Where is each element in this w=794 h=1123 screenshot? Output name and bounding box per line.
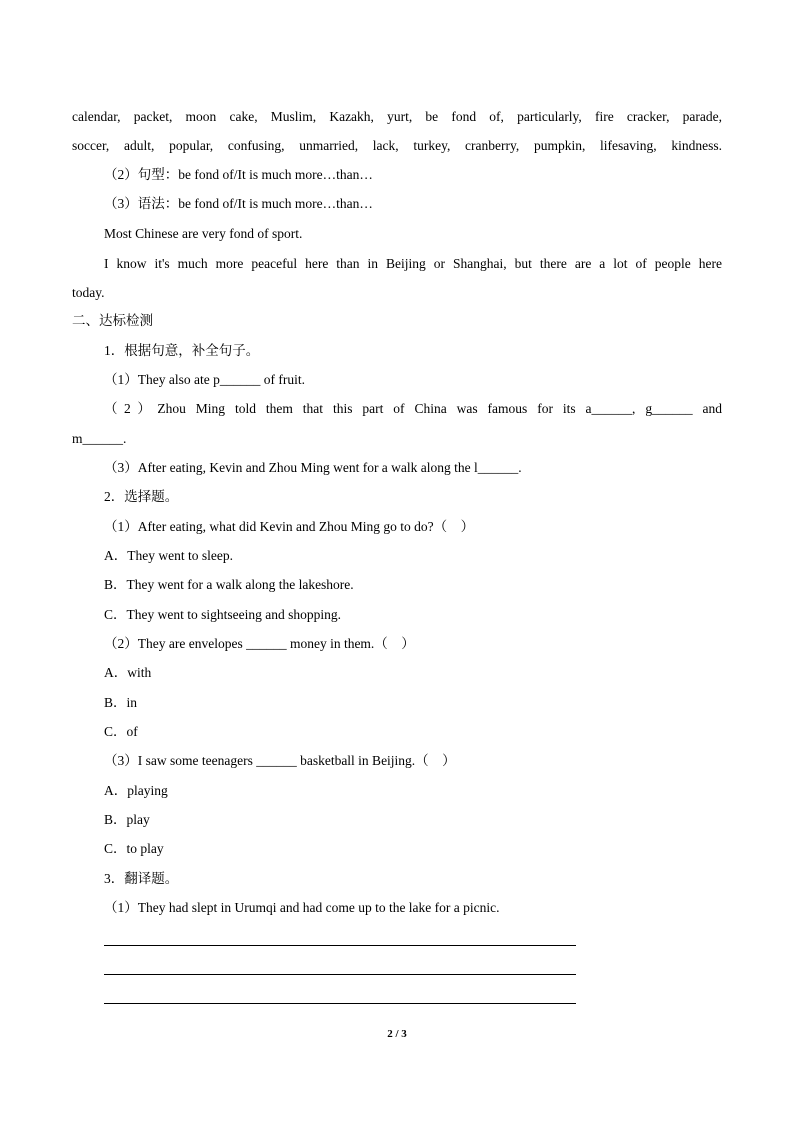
question-2-item-1-option-b: B．They went for a walk along the lakeshore. [104,577,354,592]
question-3-item-1: （1）They had slept in Urumqi and had come up to the lake for a picnic. [104,900,500,915]
question-2-item-2-option-a: A．with [104,665,152,680]
question-2-item-2-option-c: C．of [104,724,138,739]
question-2-item-1-option-c: C．They went to sightseeing and shopping. [104,607,341,622]
question-3-title: 3．翻译题。 [104,871,179,886]
question-2-item-1: （1）After eating, what did Kevin and Zhou Ming go to do?（ ） [104,519,475,534]
question-2-title: 2．选择题。 [104,489,179,504]
sentence-patterns: （2）句型：be fond of/It is much more…than… [104,167,373,182]
example-sentence-1: Most Chinese are very fond of sport. [104,226,303,241]
question-2-item-1-option-a: A．They went to sleep. [104,548,233,563]
section-title: 二、达标检测 [72,313,153,329]
vocab-line-2: soccer, adult, popular, confusing, unmarried, lack, turkey, cranberry, pumpkin, lifesaving, kindness. [72,138,722,153]
question-1-item-1: （1）They also ate p______ of fruit. [104,372,305,387]
question-2-item-2: （2）They are envelopes ______ money in them.（ ） [104,636,415,651]
question-2-item-3-option-a: A．playing [104,783,168,798]
answer-line[interactable] [104,974,576,975]
example-sentence-2-line-2: today. [72,285,105,300]
question-2-item-2-option-b: B．in [104,695,138,710]
question-1-title: 1．根据句意，补全句子。 [104,343,260,358]
vocab-line-1: calendar, packet, moon cake, Muslim, Kazakh, yurt, be fond of, particularly, fire cracker, parade, [72,109,722,124]
question-2-item-3-option-b: B．play [104,812,150,827]
grammar-line: （3）语法：be fond of/It is much more…than… [104,196,373,211]
question-2-item-3: （3）I saw some teenagers ______ basketball in Beijing.（ ） [104,753,456,768]
answer-line[interactable] [104,945,576,946]
question-1-item-2-line-1: （2）Zhou Ming told them that this part of China was famous for its a______, g______ and [104,401,722,416]
question-2-item-3-option-c: C．to play [104,841,164,856]
example-sentence-2-line-1: I know it's much more peaceful here than in Beijing or Shanghai, but there are a lot of people here [104,256,722,271]
page-number: 2 / 3 [387,1028,407,1040]
answer-line[interactable] [104,1003,576,1004]
question-1-item-2-line-2: m______. [72,431,127,446]
question-1-item-3: （3）After eating, Kevin and Zhou Ming went for a walk along the l______. [104,460,522,475]
